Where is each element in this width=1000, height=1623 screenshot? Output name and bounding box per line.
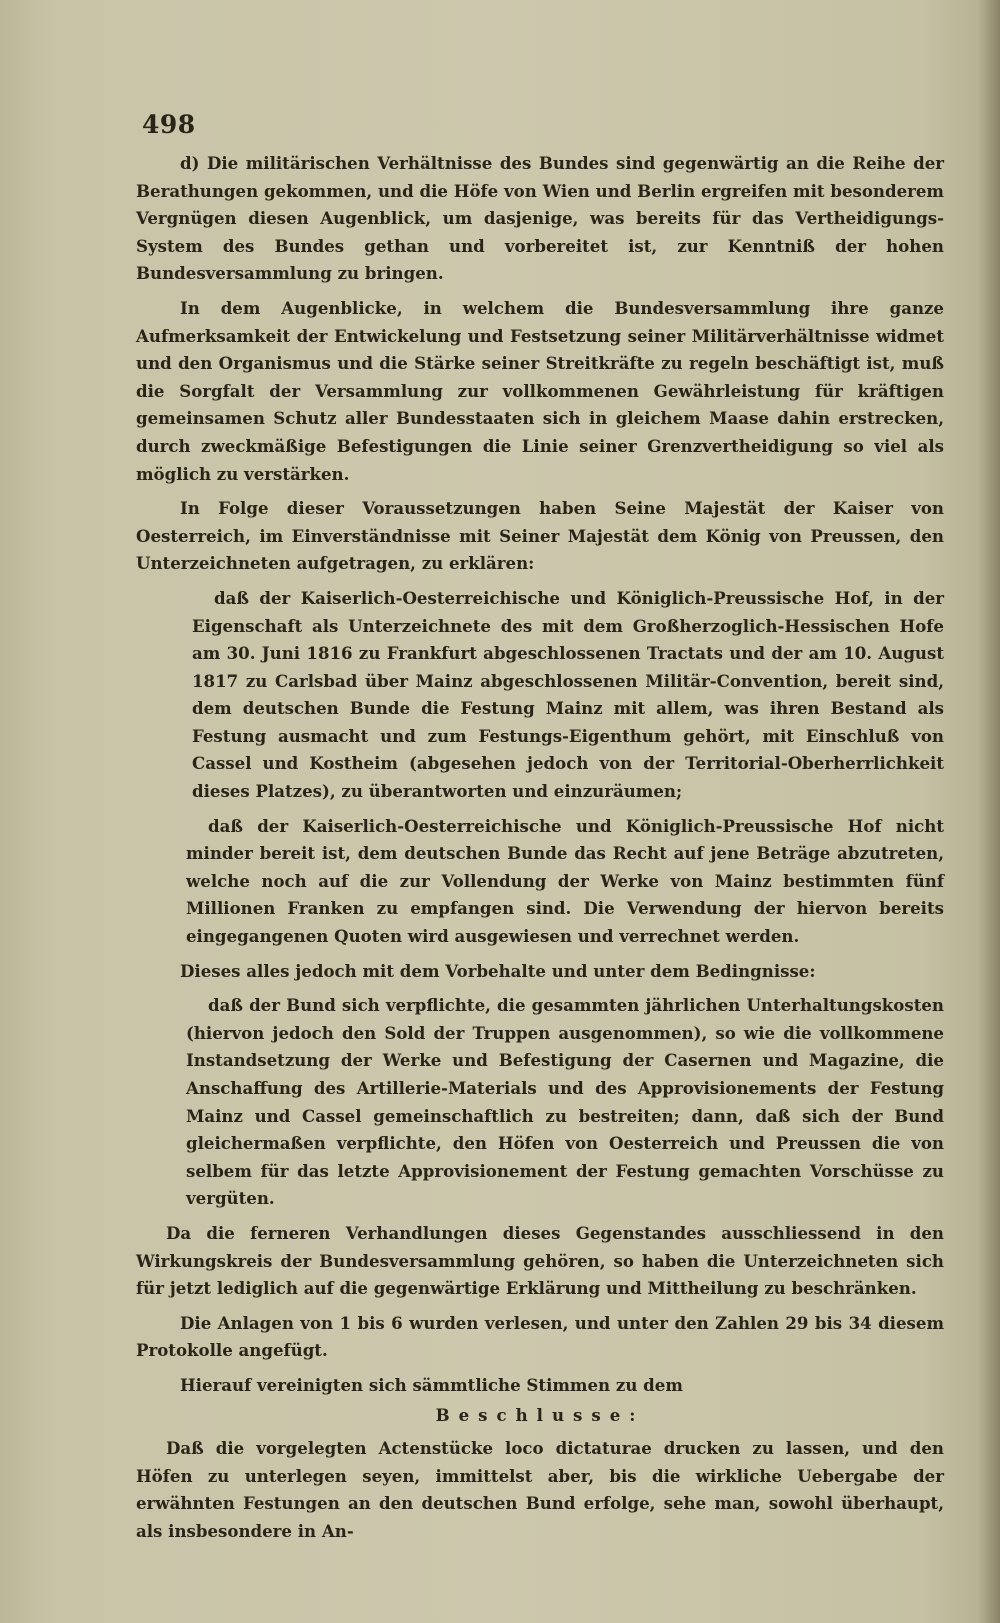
resolution-heading: Beschlusse:: [435, 1404, 645, 1425]
document-body: [136, 150, 944, 1546]
paragraph-mainz-transfer: daß der Kaiserlich-Oesterreichische und Königlich-Preussische Hof, in der Eigenschaft als Unterzeichnete des mit dem Großherzoglich-Hessischen Hofe am 30. Juni 1816 zu Frankfurt abgeschlossenen Tractats und der am 10. August 1817 zu Carlsbad über Mainz abgeschlossenen Militär-Convention, bereit sind, dem deutschen Bunde die Festung Mainz mit allem, was ihren Bestand als Festung ausmacht und zum Festungs-Eigenthum gehört, mit Einschluß von Cassel und Kostheim (abgesehen jedoch von der Territorial-Oberherrlichkeit dieses Platzes), zu überantworten und einzuräumen;: [192, 587, 944, 802]
paragraph-resolution: Daß die vorgelegten Actenstücke loco dictaturae drucken zu lassen, und den Höfen zu unterlegen seyen, immittelst aber, bis die wirkliche Uebergabe der erwähnten Festungen an den deutschen Bund erfolge, sehe man, sowohl überhaupt, als insbesondere in An-: [136, 1438, 944, 1541]
paragraph-majesties-instruction: In Folge dieser Voraussetzungen haben Seine Majestät der Kaiser von Oesterreich, im Einverständnisse mit Seiner Majestät dem König von Preussen, den Unterzeichneten aufgetragen, zu erklären:: [136, 498, 944, 574]
page-edge-shadow: [978, 0, 1000, 1623]
paragraph-federal-assembly: In dem Augenblicke, in welchem die Bundesversammlung ihre ganze Aufmerksamkeit der Entwickelung und Festsetzung seiner Militärverhältnisse widmet und den Organismus und die Stärke seiner Streitkräfte zu regeln beschäftigt ist, muß die Sorgfalt der Versammlung zur vollkommenen Gewährleistung für kräftigen gemeinsamen Schutz aller Bundesstaaten sich in gleichem Maase dahin erstrecken, durch zweckmäßige Befestigungen die Linie seiner Grenzvertheidigung so viel als möglich zu verstärken.: [136, 297, 944, 484]
paragraph-funds-transfer: daß der Kaiserlich-Oesterreichische und Königlich-Preussische Hof nicht minder bereit ist, dem deutschen Bunde das Recht auf jene Beträge abzutreten, welche noch auf die zur Vollendung der Werke von Mainz bestimmten fünf Millionen Franken zu empfangen sind. Die Verwendung der hiervon bereits eingegangenen Quoten wird ausgewiesen und verrechnet werden.: [186, 815, 944, 947]
paragraph-conditions: daß der Bund sich verpflichte, die gesammten jährlichen Unterhaltungskosten (hiervon jedoch den Sold der Truppen ausgenommen), so wie die vollkommene Instandsetzung der Werke und Befestigung der Casernen und Magazine, die Anschaffung des Artillerie-Materials und des Approvisionements der Festung Mainz und Cassel gemeinschaftlich zu bestreiten; dann, daß sich der Bund gleichermaßen verpflichte, den Höfen von Oesterreich und Preussen die von selbem für das letzte Approvisionement der Festung gemachten Vorschüsse zu vergüten.: [186, 995, 944, 1209]
paragraph-conditions-intro: Dieses alles jedoch mit dem Vorbehalte und unter dem Bedingnisse:: [180, 960, 816, 981]
paragraph-votes: Hierauf vereinigten sich sämmtliche Stimmen zu dem: [180, 1374, 683, 1395]
paragraph-annexes: Die Anlagen von 1 bis 6 wurden verlesen, und unter den Zahlen 29 bis 34 diesem Protokolle angefügt.: [136, 1312, 944, 1361]
paragraph-d-military-relations: d) Die militärischen Verhältnisse des Bundes sind gegenwärtig an die Reihe der Berathungen gekommen, und die Höfe von Wien und Berlin ergreifen mit besonderem Vergnügen diesen Augenblick, um dasjenige, was bereits für das Vertheidigungs-System des Bundes gethan und vorbereitet ist, zur Kenntniß der hohen Bundesversammlung zu bringen.: [136, 153, 944, 284]
page-number: 498: [142, 110, 196, 139]
paragraph-further-negotiations: Da die ferneren Verhandlungen dieses Gegenstandes ausschliessend in den Wirkungskreis der Bundesversammlung gehören, so haben die Unterzeichneten sich für jetzt lediglich auf die gegenwärtige Erklärung und Mittheilung zu beschränken.: [136, 1222, 944, 1299]
